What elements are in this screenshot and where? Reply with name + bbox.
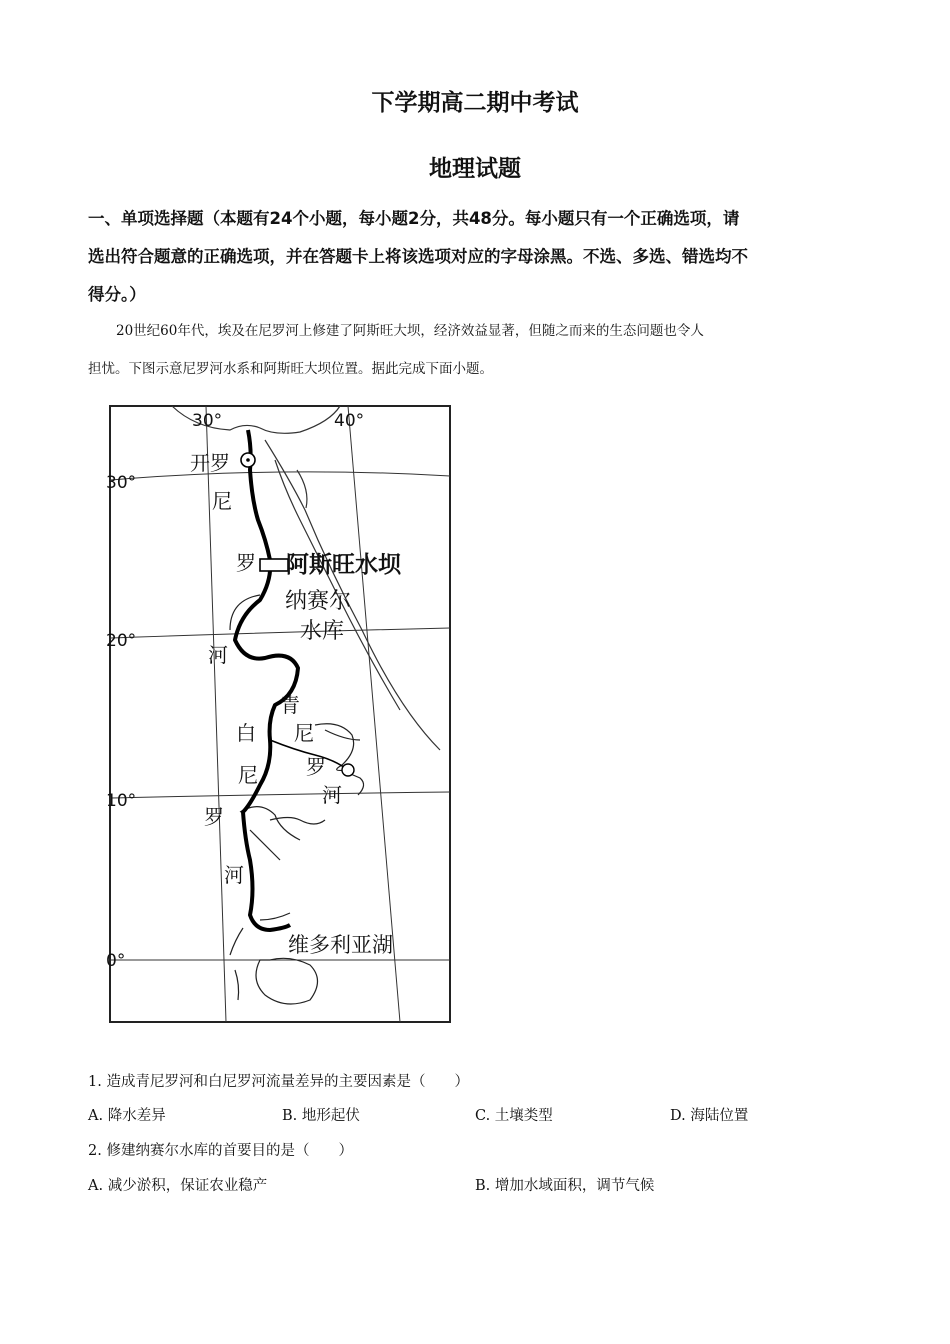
section-line: 得分。） [88,285,146,304]
white-nile-label: 尼 [238,763,258,787]
white-nile-label: 白 [236,721,256,745]
section-line: 一、单项选择题（本题有24个小题，每小题2分，共48分。每小题只有一个正确选项，请 [88,209,740,228]
lon-label-40: 40° [334,411,365,431]
lake-tana-marker [342,764,354,776]
nile-label: 罗 [236,551,256,575]
question-1-stem: 1. 造成青尼罗河和白尼罗河流量差异的主要因素是（ ） [88,1074,469,1090]
cairo-label: 开罗 [190,451,230,475]
intro-paragraph [88,312,860,388]
nile-label: 河 [208,643,228,667]
q2-option-a[interactable]: A. 减少淤积，保证农业稳产 [88,1178,268,1194]
q2-option-b[interactable]: B. 增加水域面积，调节气候 [475,1178,655,1194]
question-2-stem: 2. 修建纳赛尔水库的首要目的是（ ） [88,1143,353,1159]
blue-nile-label: 罗 [306,755,326,779]
aswan-dam-marker [260,559,288,571]
aswan-label: 阿斯旺水坝 [286,552,401,578]
white-nile-label: 河 [224,863,244,887]
lon-label-30: 30° [192,411,223,431]
nasser-label: 水库 [300,619,345,644]
page-subtitle: 地理试题 [429,156,521,182]
q1-option-d[interactable]: D. 海陆位置 [670,1108,749,1124]
section-line: 选出符合题意的正确选项，并在答题卡上将该选项对应的字母涂黑。不选、多选、错选均不 [88,247,748,266]
lat-label-10: 10° [106,791,137,811]
lat-label-0: 0° [106,951,126,971]
q1-option-a[interactable]: A. 降水差异 [88,1108,166,1124]
blue-nile-label: 河 [322,783,342,807]
victoria-label: 维多利亚湖 [288,933,393,957]
lat-label-30: 30° [106,473,137,493]
nile-label: 尼 [212,489,232,513]
nasser-label: 纳赛尔 [285,589,352,614]
q1-option-b[interactable]: B. 地形起伏 [282,1108,360,1124]
white-nile-label: 罗 [204,805,224,829]
nile-map [100,400,460,1030]
blue-nile-label: 青 [280,693,300,717]
q1-option-c[interactable]: C. 土壤类型 [475,1108,553,1124]
page-title: 下学期高二期中考试 [371,90,579,116]
section-heading [88,200,860,314]
nile-main-river [235,430,298,930]
intro-line: 担忧。下图示意尼罗河水系和阿斯旺大坝位置。据此完成下面小题。 [88,361,493,377]
lat-label-20: 20° [106,631,137,651]
blue-nile-label: 尼 [294,721,314,745]
intro-line: 20世纪60年代，埃及在尼罗河上修建了阿斯旺大坝，经济效益显著，但随之而来的生态问题也令人 [116,323,704,339]
